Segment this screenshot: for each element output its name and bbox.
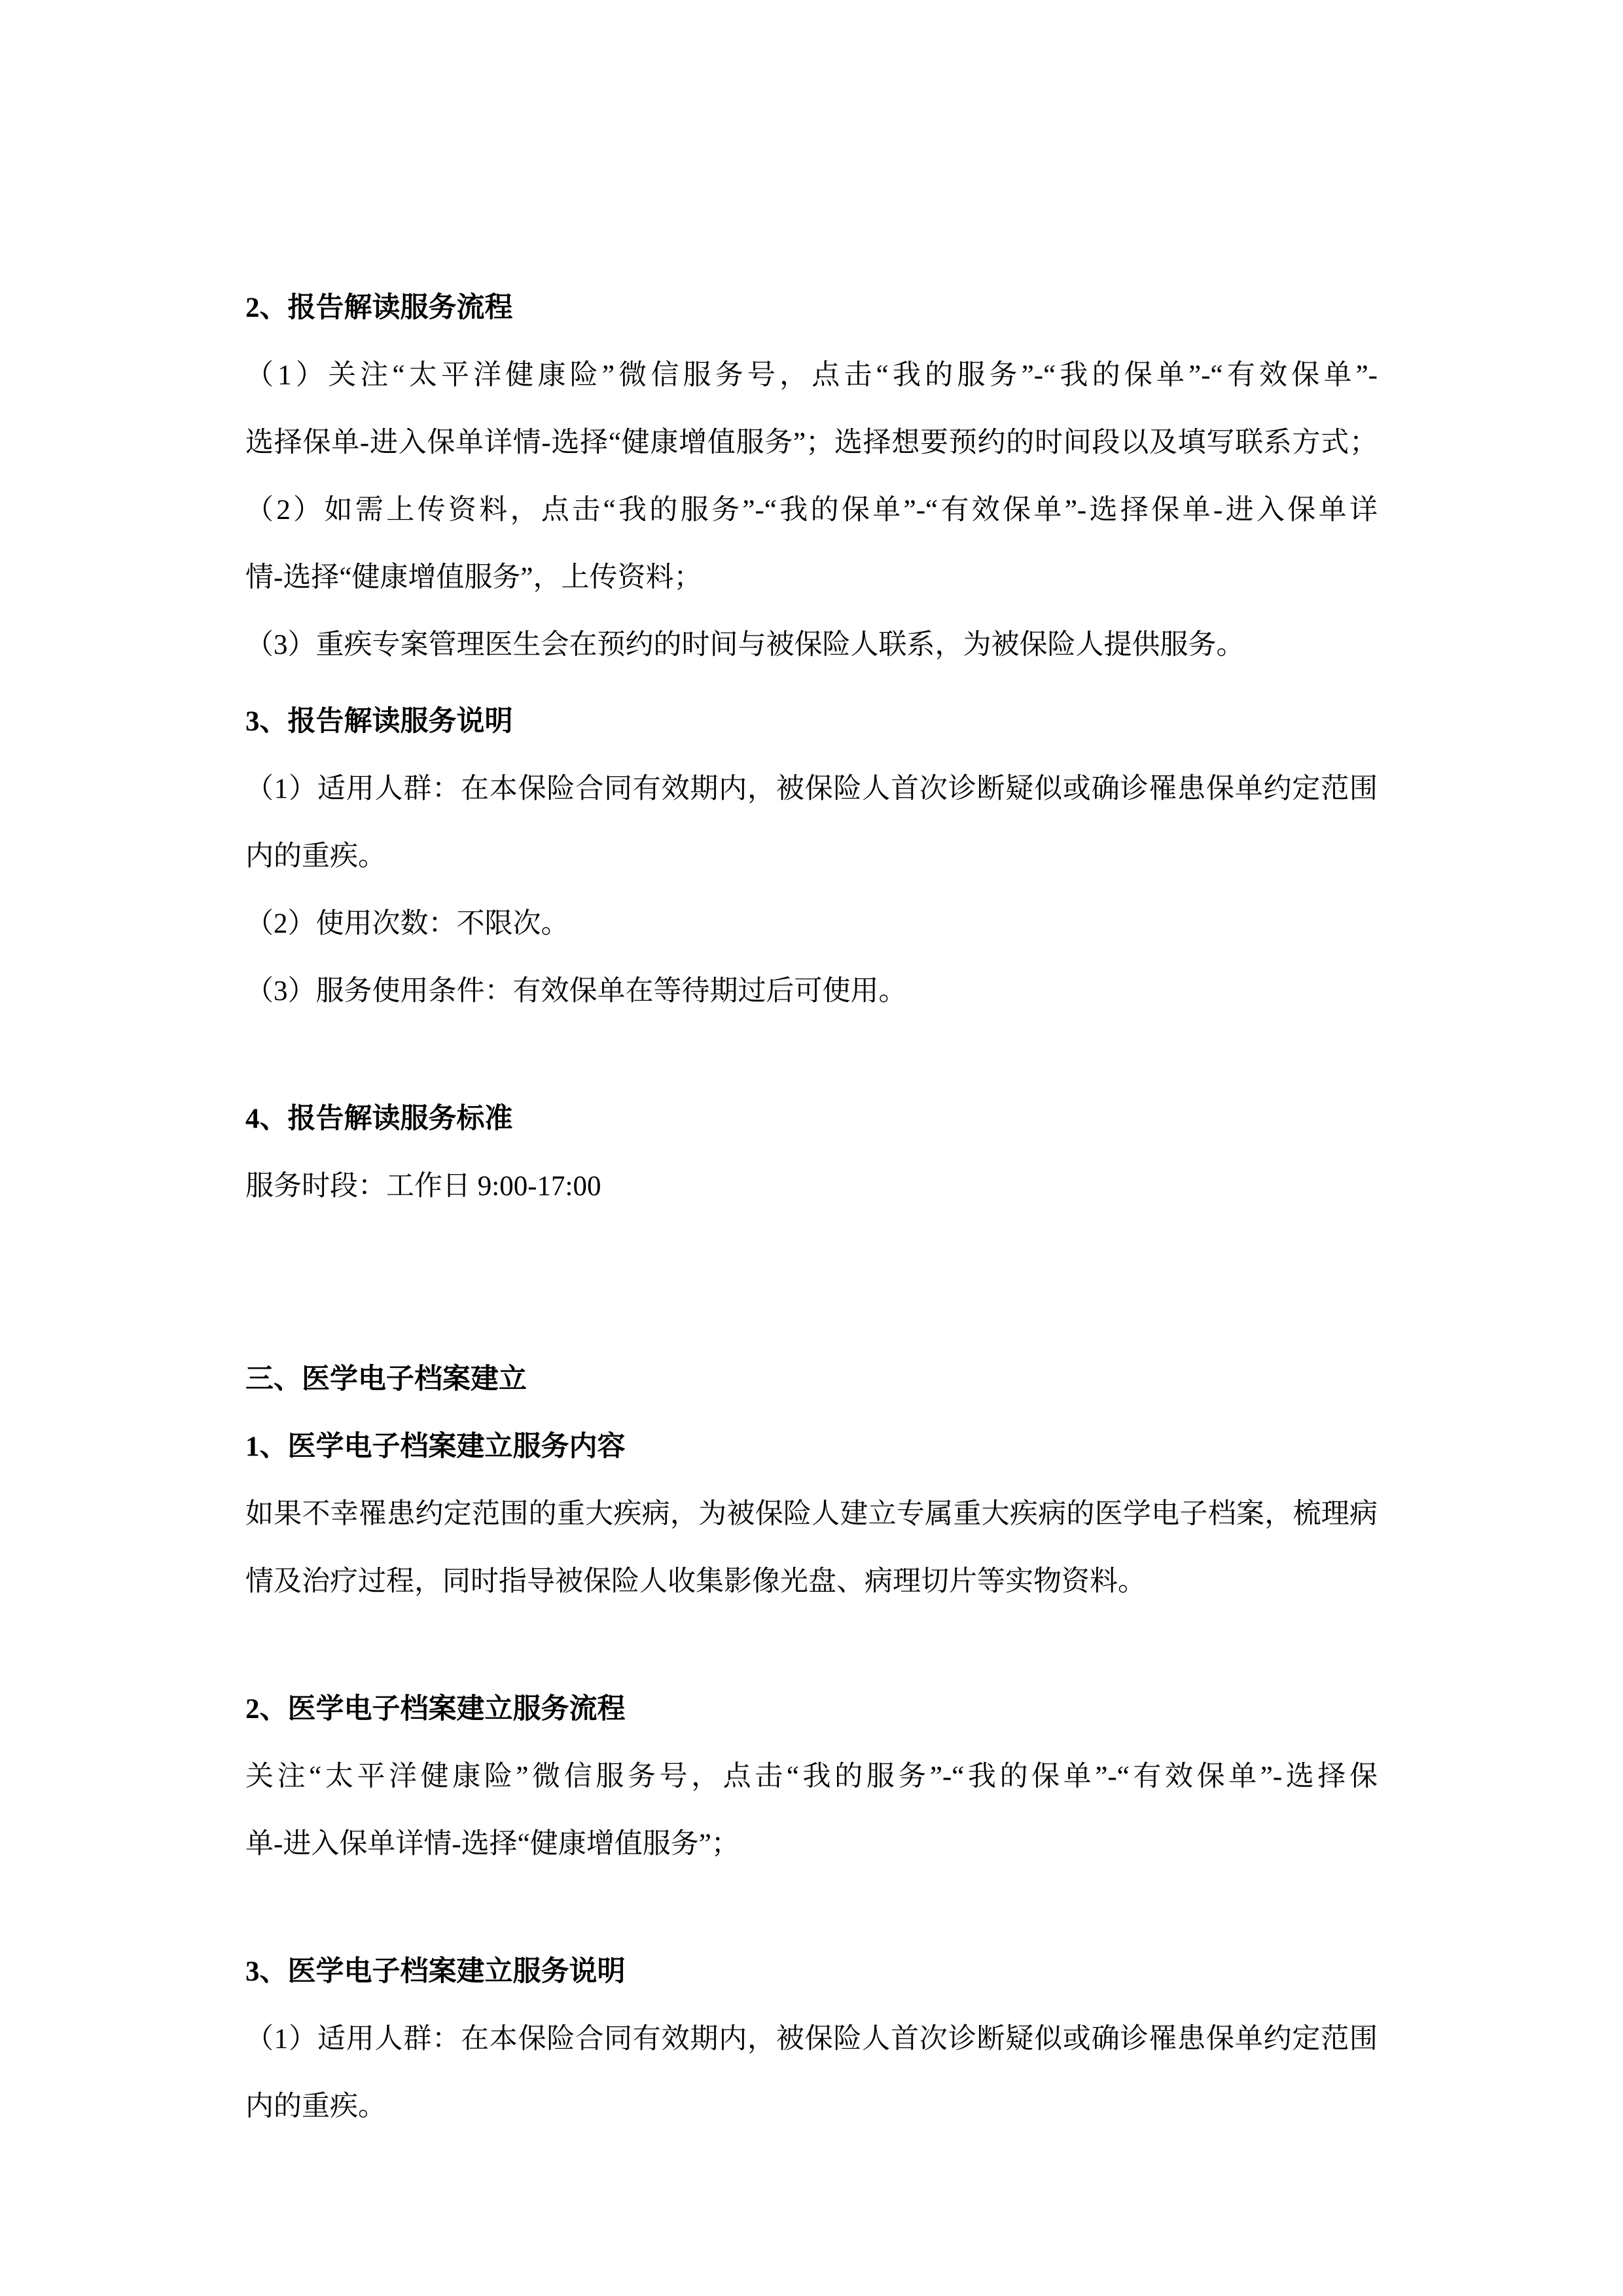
section-heading: 2、医学电子档案建立服务流程 bbox=[245, 1694, 626, 1725]
text-line: （1）适用人群：在本保险合同有效期内，被保险人首次诊断疑似或确诊罹患保单约定范围 bbox=[245, 2024, 1378, 2054]
section-heading: 2、报告解读服务流程 bbox=[245, 293, 513, 323]
section-heading: 4、报告解读服务标准 bbox=[245, 1103, 513, 1134]
text-line: 单-进入保单详情-选择“健康增值服务”； bbox=[245, 1829, 740, 1859]
text-line: （2）如需上传资料，点击“我的服务”-“我的保单”-“有效保单”-选择保单-进入保单详 bbox=[245, 495, 1378, 526]
text-line: （3）服务使用条件：有效保单在等待期过后可使用。 bbox=[245, 976, 907, 1007]
text-line: 内的重疾。 bbox=[245, 2091, 386, 2122]
section-heading: 1、医学电子档案建立服务内容 bbox=[245, 1431, 626, 1462]
text-line: （3）重疾专案管理医生会在预约的时间与被保险人联系，为被保险人提供服务。 bbox=[245, 630, 1245, 660]
document-content bbox=[245, 274, 1378, 2140]
text-line: （1）关注“太平洋健康险”微信服务号，点击“我的服务”-“我的保单”-“有效保单”- bbox=[245, 360, 1378, 391]
text-line: 如果不幸罹患约定范围的重大疾病，为被保险人建立专属重大疾病的医学电子档案，梳理病 bbox=[245, 1499, 1378, 1530]
text-line: 选择保单-进入保单详情-选择“健康增值服务”；选择想要预约的时间段以及填写联系方式； bbox=[245, 427, 1378, 458]
section-heading: 3、报告解读服务说明 bbox=[245, 706, 513, 737]
text-line: 服务时段：工作日 9:00-17:00 bbox=[245, 1171, 601, 1202]
text-line: 情-选择“健康增值服务”，上传资料； bbox=[245, 562, 702, 593]
text-line: 关注“太平洋健康险”微信服务号，点击“我的服务”-“我的保单”-“有效保单”-选择保 bbox=[245, 1761, 1378, 1792]
section-heading: 三、医学电子档案建立 bbox=[245, 1364, 527, 1395]
text-line: （1）适用人群：在本保险合同有效期内，被保险人首次诊断疑似或确诊罹患保单约定范围 bbox=[245, 774, 1378, 804]
text-line: 内的重疾。 bbox=[245, 841, 386, 872]
text-line: 情及治疗过程，同时指导被保险人收集影像光盘、病理切片等实物资料。 bbox=[245, 1566, 1146, 1597]
text-line: （2）使用次数：不限次。 bbox=[245, 908, 569, 939]
section-heading: 3、医学电子档案建立服务说明 bbox=[245, 1956, 626, 1987]
